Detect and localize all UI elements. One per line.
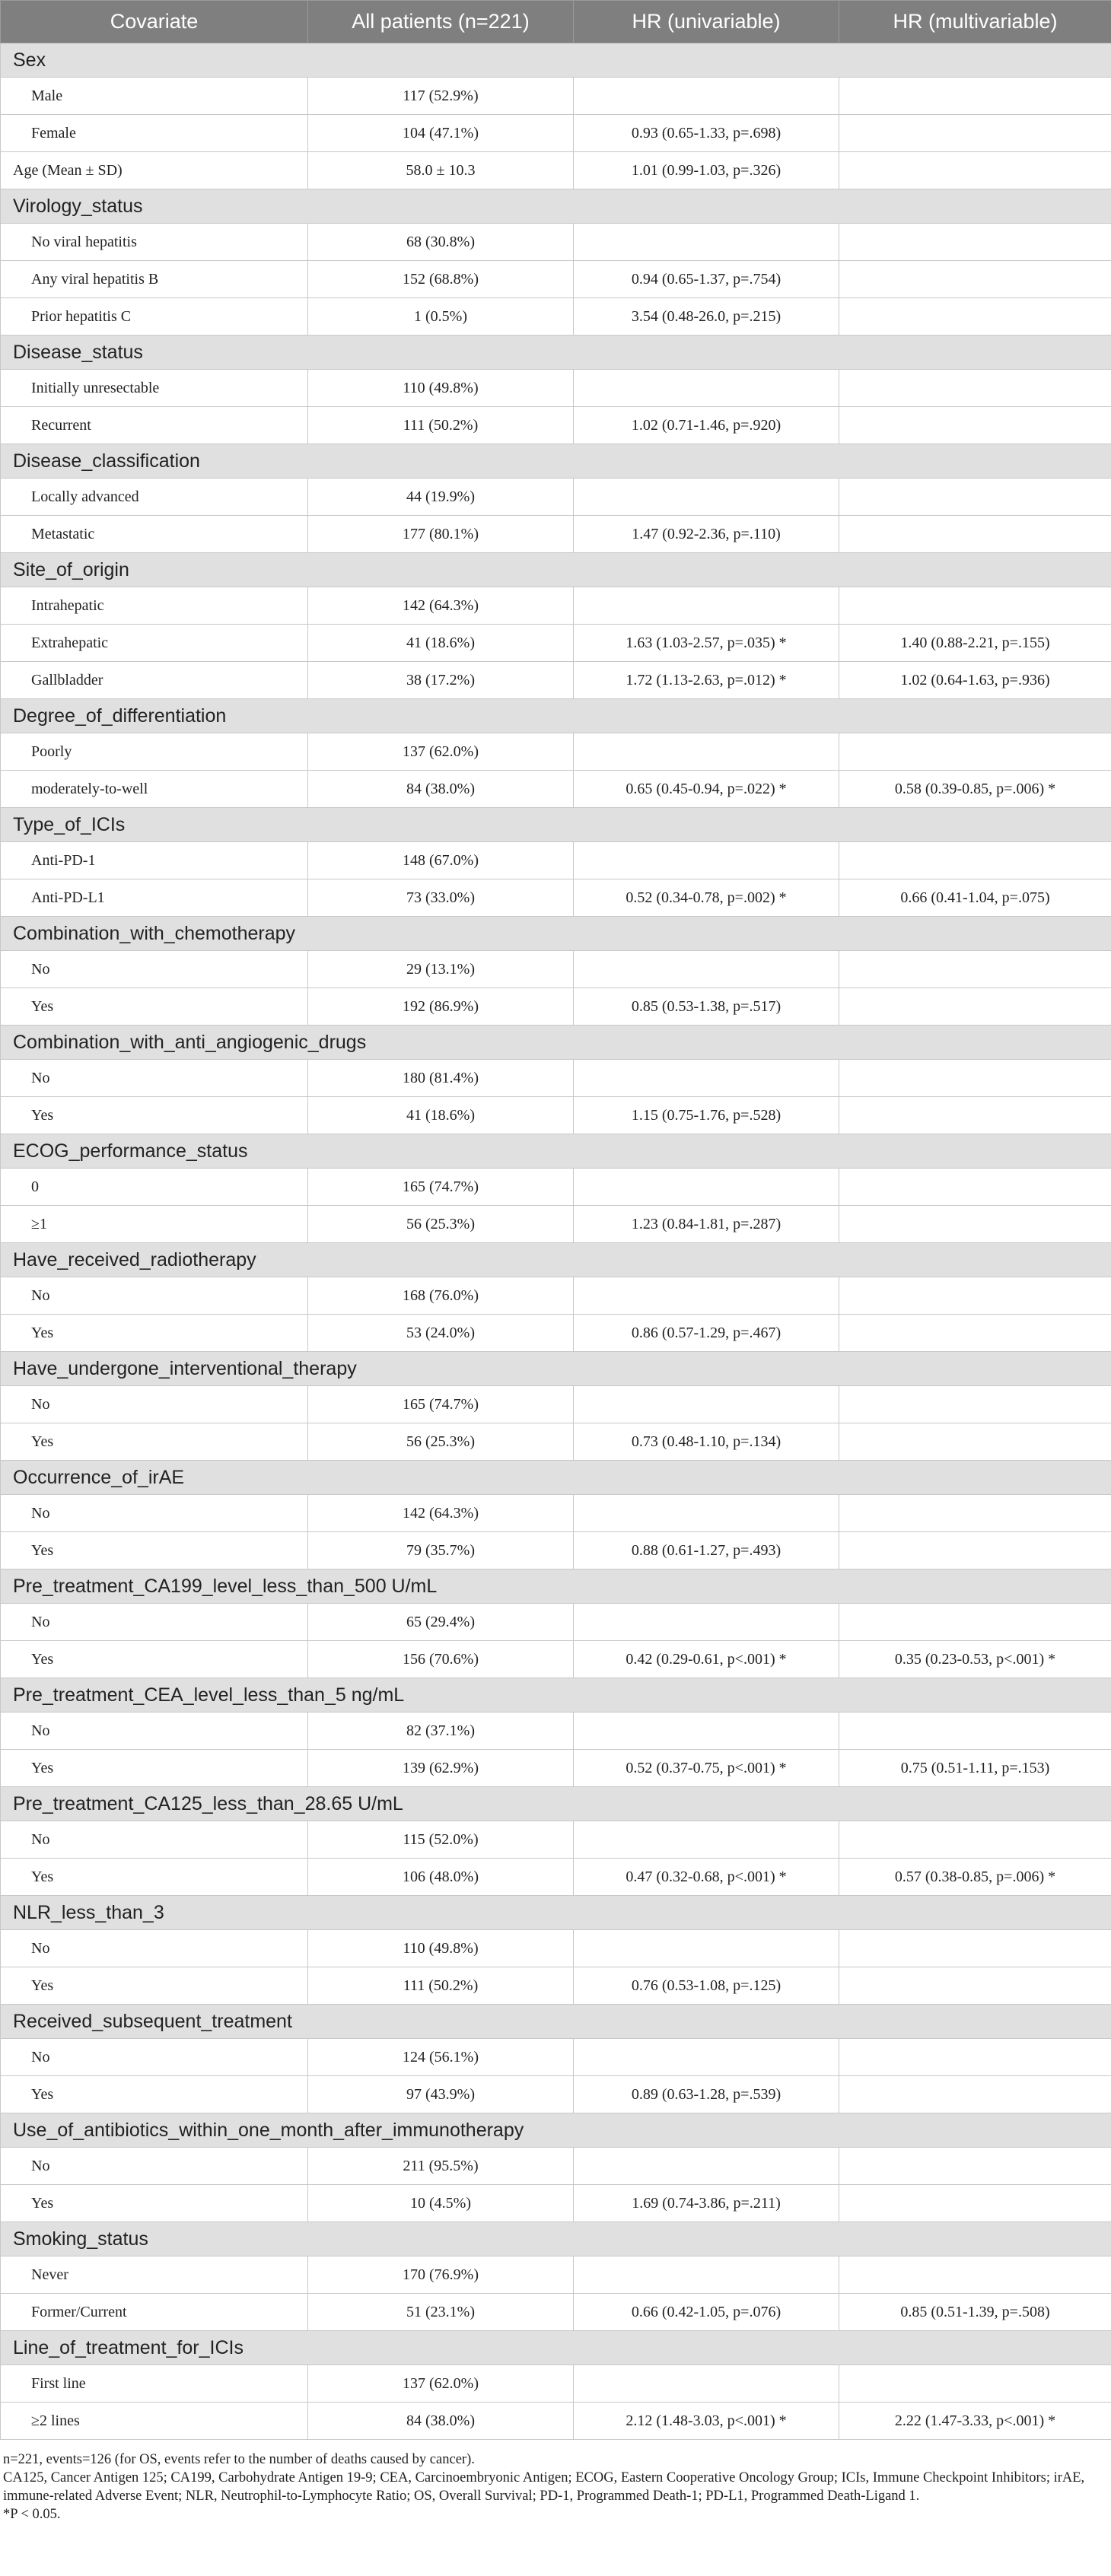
- hr-univariable-cell: 0.86 (0.57-1.29, p=.467): [574, 1315, 839, 1352]
- group-label: Type_of_ICIs: [1, 808, 1111, 842]
- all-patients-cell: 73 (33.0%): [308, 879, 574, 917]
- group-header-row: [1, 336, 1111, 370]
- all-patients-cell: 84 (38.0%): [308, 2403, 574, 2440]
- hr-multivariable-cell: [839, 1930, 1111, 1967]
- hr-univariable-cell: 1.63 (1.03-2.57, p=.035) *: [574, 625, 839, 662]
- all-patients-cell: 165 (74.7%): [308, 1386, 574, 1423]
- covariate-cell: Recurrent: [1, 407, 308, 444]
- footnote-line: n=221, events=126 (for OS, events refer to the number of deaths caused by cancer).: [3, 2452, 475, 2467]
- hr-multivariable-cell: [839, 2185, 1111, 2222]
- group-header-row: [1, 43, 1111, 78]
- hr-multivariable-cell: [839, 842, 1111, 879]
- table-row: [1, 2185, 1111, 2222]
- hr-multivariable-cell: 0.57 (0.38-0.85, p=.006) *: [839, 1859, 1111, 1896]
- table-header-row: [1, 1, 1111, 43]
- group-label: Disease_classification: [1, 444, 1111, 479]
- covariate-cell: Age (Mean ± SD): [1, 152, 308, 189]
- table-row: [1, 2148, 1111, 2185]
- all-patients-cell: 211 (95.5%): [308, 2148, 574, 2185]
- hr-multivariable-cell: [839, 370, 1111, 407]
- all-patients-cell: 139 (62.9%): [308, 1750, 574, 1787]
- table-row: [1, 2403, 1111, 2440]
- hr-multivariable-cell: 2.22 (1.47-3.33, p<.001) *: [839, 2403, 1111, 2440]
- hr-multivariable-cell: 0.75 (0.51-1.11, p=.153): [839, 1750, 1111, 1787]
- group-label: ECOG_performance_status: [1, 1134, 1111, 1169]
- header-hr-multivariable: HR (multivariable): [839, 1, 1111, 43]
- table-row: [1, 152, 1111, 189]
- group-header-row: [1, 1461, 1111, 1495]
- covariate-cell: Yes: [1, 1641, 308, 1678]
- group-header-row: [1, 1134, 1111, 1169]
- hr-univariable-cell: [574, 1821, 839, 1859]
- footnote-line: *P < 0.05.: [3, 2507, 61, 2522]
- all-patients-cell: 142 (64.3%): [308, 1495, 574, 1532]
- hr-univariable-cell: 0.93 (0.65-1.33, p=.698): [574, 115, 839, 152]
- covariate-cell: No: [1, 2148, 308, 2185]
- header-covariate: Covariate: [1, 1, 308, 43]
- hr-multivariable-cell: [839, 733, 1111, 771]
- hr-multivariable-cell: [839, 78, 1111, 115]
- group-header-row: [1, 808, 1111, 842]
- covariate-cell: First line: [1, 2365, 308, 2403]
- group-label: Combination_with_anti_angiogenic_drugs: [1, 1026, 1111, 1060]
- table-row: [1, 1532, 1111, 1569]
- table-row: [1, 224, 1111, 261]
- hr-univariable-cell: [574, 370, 839, 407]
- hr-univariable-cell: 0.89 (0.63-1.28, p=.539): [574, 2076, 839, 2113]
- group-label: Disease_status: [1, 336, 1111, 370]
- hr-univariable-cell: [574, 2365, 839, 2403]
- hr-univariable-cell: 0.73 (0.48-1.10, p=.134): [574, 1423, 839, 1461]
- footnote-line: CA125, Cancer Antigen 125; CA199, Carbohydrate Antigen 19-9; CEA, Carcinoembryonic Antigen; ECOG, Eastern Cooperative Oncology Group; ICIs, Immune Checkpoint Inhibitors; irAE, immune-related Adverse Event; NLR, Neutrophil-to-Lymphocyte Ratio; OS, Overall Survival; PD-1, Programmed Death-1; PD-L1, Programmed Death-Ligand 1.: [3, 2470, 1085, 2504]
- group-label: Site_of_origin: [1, 553, 1111, 587]
- group-label: Virology_status: [1, 189, 1111, 224]
- group-header-row: [1, 1569, 1111, 1604]
- table-row: [1, 587, 1111, 625]
- all-patients-cell: 180 (81.4%): [308, 1060, 574, 1097]
- all-patients-cell: 1 (0.5%): [308, 298, 574, 336]
- hr-univariable-cell: [574, 78, 839, 115]
- group-header-row: [1, 2331, 1111, 2365]
- group-header-row: [1, 1787, 1111, 1821]
- hr-univariable-cell: 0.52 (0.37-0.75, p<.001) *: [574, 1750, 839, 1787]
- all-patients-cell: 115 (52.0%): [308, 1821, 574, 1859]
- all-patients-cell: 148 (67.0%): [308, 842, 574, 879]
- hr-multivariable-cell: [839, 1967, 1111, 2005]
- covariate-cell: ≥1: [1, 1206, 308, 1243]
- all-patients-cell: 58.0 ± 10.3: [308, 152, 574, 189]
- hr-multivariable-cell: [839, 407, 1111, 444]
- covariate-cell: Yes: [1, 1532, 308, 1569]
- covariate-cell: Intrahepatic: [1, 587, 308, 625]
- group-label: Received_subsequent_treatment: [1, 2005, 1111, 2039]
- group-header-row: [1, 2005, 1111, 2039]
- table-row: [1, 370, 1111, 407]
- all-patients-cell: 192 (86.9%): [308, 988, 574, 1026]
- hr-univariable-cell: 1.02 (0.71-1.46, p=.920): [574, 407, 839, 444]
- hr-univariable-cell: 0.47 (0.32-0.68, p<.001) *: [574, 1859, 839, 1896]
- all-patients-cell: 137 (62.0%): [308, 2365, 574, 2403]
- hr-univariable-cell: 0.52 (0.34-0.78, p=.002) *: [574, 879, 839, 917]
- table-row: [1, 1821, 1111, 1859]
- group-header-row: [1, 2222, 1111, 2256]
- all-patients-cell: 111 (50.2%): [308, 1967, 574, 2005]
- table-row: [1, 1097, 1111, 1134]
- hr-multivariable-cell: [839, 988, 1111, 1026]
- hr-univariable-cell: [574, 1060, 839, 1097]
- all-patients-cell: 168 (76.0%): [308, 1277, 574, 1315]
- hr-univariable-cell: [574, 1713, 839, 1750]
- covariate-cell: Yes: [1, 1315, 308, 1352]
- covariate-cell: Male: [1, 78, 308, 115]
- all-patients-cell: 156 (70.6%): [308, 1641, 574, 1678]
- all-patients-cell: 84 (38.0%): [308, 771, 574, 808]
- group-label: Use_of_antibiotics_within_one_month_after_immunotherapy: [1, 2113, 1111, 2148]
- all-patients-cell: 124 (56.1%): [308, 2039, 574, 2076]
- table-row: [1, 78, 1111, 115]
- group-label: Line_of_treatment_for_ICIs: [1, 2331, 1111, 2365]
- hr-multivariable-cell: [839, 1386, 1111, 1423]
- all-patients-cell: 10 (4.5%): [308, 2185, 574, 2222]
- hr-multivariable-cell: 0.58 (0.39-0.85, p=.006) *: [839, 771, 1111, 808]
- hr-multivariable-cell: [839, 1097, 1111, 1134]
- all-patients-cell: 165 (74.7%): [308, 1169, 574, 1206]
- covariate-cell: Former/Current: [1, 2294, 308, 2331]
- hr-multivariable-cell: 1.02 (0.64-1.63, p=.936): [839, 662, 1111, 699]
- group-label: Occurrence_of_irAE: [1, 1461, 1111, 1495]
- covariate-cell: No: [1, 2039, 308, 2076]
- hr-multivariable-cell: [839, 1277, 1111, 1315]
- hr-multivariable-cell: [839, 587, 1111, 625]
- hr-multivariable-cell: 0.85 (0.51-1.39, p=.508): [839, 2294, 1111, 2331]
- hr-multivariable-cell: [839, 224, 1111, 261]
- hr-univariable-cell: 1.69 (0.74-3.86, p=.211): [574, 2185, 839, 2222]
- covariate-cell: Prior hepatitis C: [1, 298, 308, 336]
- hr-univariable-cell: 0.94 (0.65-1.37, p=.754): [574, 261, 839, 298]
- group-label: Pre_treatment_CA199_level_less_than_500 U/mL: [1, 1569, 1111, 1604]
- group-label: Pre_treatment_CA125_less_than_28.65 U/mL: [1, 1787, 1111, 1821]
- table-row: [1, 1315, 1111, 1352]
- hr-univariable-cell: 0.66 (0.42-1.05, p=.076): [574, 2294, 839, 2331]
- hr-multivariable-cell: [839, 1821, 1111, 1859]
- covariate-cell: Yes: [1, 1423, 308, 1461]
- table-row: [1, 2076, 1111, 2113]
- hr-univariable-cell: 0.85 (0.53-1.38, p=.517): [574, 988, 839, 1026]
- covariate-cell: Gallbladder: [1, 662, 308, 699]
- group-label: Pre_treatment_CEA_level_less_than_5 ng/mL: [1, 1678, 1111, 1713]
- group-label: Degree_of_differentiation: [1, 699, 1111, 733]
- table-row: [1, 771, 1111, 808]
- group-label: Have_undergone_interventional_therapy: [1, 1352, 1111, 1386]
- table-row: [1, 879, 1111, 917]
- covariate-cell: Yes: [1, 2185, 308, 2222]
- hr-univariable-cell: [574, 1169, 839, 1206]
- all-patients-cell: 51 (23.1%): [308, 2294, 574, 2331]
- hr-univariable-cell: 0.65 (0.45-0.94, p=.022) *: [574, 771, 839, 808]
- table-row: [1, 2039, 1111, 2076]
- group-label: Smoking_status: [1, 2222, 1111, 2256]
- table-row: [1, 1277, 1111, 1315]
- table-row: [1, 1750, 1111, 1787]
- table-row: [1, 298, 1111, 336]
- group-header-row: [1, 1352, 1111, 1386]
- covariate-cell: Yes: [1, 1750, 308, 1787]
- hr-univariable-cell: [574, 842, 839, 879]
- group-label: Combination_with_chemotherapy: [1, 917, 1111, 951]
- group-header-row: [1, 444, 1111, 479]
- table-row: [1, 1423, 1111, 1461]
- covariate-cell: Anti-PD-1: [1, 842, 308, 879]
- table-row: [1, 115, 1111, 152]
- hr-univariable-cell: [574, 1386, 839, 1423]
- covariate-cell: No: [1, 951, 308, 988]
- hr-multivariable-cell: [839, 1060, 1111, 1097]
- covariate-cell: Yes: [1, 988, 308, 1026]
- hr-univariable-cell: 0.88 (0.61-1.27, p=.493): [574, 1532, 839, 1569]
- table-row: [1, 1859, 1111, 1896]
- hr-multivariable-cell: [839, 2148, 1111, 2185]
- hr-multivariable-cell: [839, 1604, 1111, 1641]
- all-patients-cell: 137 (62.0%): [308, 733, 574, 771]
- hr-multivariable-cell: [839, 516, 1111, 553]
- table-row: [1, 1713, 1111, 1750]
- covariate-cell: Initially unresectable: [1, 370, 308, 407]
- hr-multivariable-cell: [839, 951, 1111, 988]
- all-patients-cell: 97 (43.9%): [308, 2076, 574, 2113]
- hr-univariable-cell: 0.42 (0.29-0.61, p<.001) *: [574, 1641, 839, 1678]
- hr-multivariable-cell: [839, 1423, 1111, 1461]
- covariate-cell: Extrahepatic: [1, 625, 308, 662]
- hr-univariable-cell: [574, 2148, 839, 2185]
- group-header-row: [1, 1896, 1111, 1930]
- group-header-row: [1, 699, 1111, 733]
- hr-multivariable-cell: [839, 1532, 1111, 1569]
- all-patients-cell: 44 (19.9%): [308, 479, 574, 516]
- hr-univariable-cell: 2.12 (1.48-3.03, p<.001) *: [574, 2403, 839, 2440]
- covariate-cell: ≥2 lines: [1, 2403, 308, 2440]
- table-row: [1, 2365, 1111, 2403]
- hr-univariable-cell: [574, 2256, 839, 2294]
- hr-multivariable-cell: [839, 298, 1111, 336]
- table-row: [1, 1641, 1111, 1678]
- covariate-cell: Locally advanced: [1, 479, 308, 516]
- hr-univariable-cell: [574, 1930, 839, 1967]
- group-header-row: [1, 1678, 1111, 1713]
- hr-multivariable-cell: [839, 152, 1111, 189]
- covariate-cell: Poorly: [1, 733, 308, 771]
- all-patients-cell: 106 (48.0%): [308, 1859, 574, 1896]
- table-footnotes: [0, 2440, 1111, 2524]
- covariate-cell: No: [1, 1495, 308, 1532]
- hr-multivariable-cell: [839, 1713, 1111, 1750]
- hr-multivariable-cell: [839, 1169, 1111, 1206]
- covariate-cell: Yes: [1, 2076, 308, 2113]
- hr-univariable-cell: 1.72 (1.13-2.63, p=.012) *: [574, 662, 839, 699]
- hr-multivariable-cell: [839, 479, 1111, 516]
- covariate-cell: No: [1, 1060, 308, 1097]
- covariate-cell: Anti-PD-L1: [1, 879, 308, 917]
- all-patients-cell: 111 (50.2%): [308, 407, 574, 444]
- hr-univariable-cell: [574, 479, 839, 516]
- hr-multivariable-cell: [839, 2256, 1111, 2294]
- group-label: NLR_less_than_3: [1, 1896, 1111, 1930]
- covariate-cell: Yes: [1, 1859, 308, 1896]
- all-patients-cell: 56 (25.3%): [308, 1206, 574, 1243]
- hr-multivariable-cell: [839, 2076, 1111, 2113]
- group-header-row: [1, 553, 1111, 587]
- table-row: [1, 1169, 1111, 1206]
- table-row: [1, 1386, 1111, 1423]
- hr-univariable-cell: [574, 1277, 839, 1315]
- table-row: [1, 988, 1111, 1026]
- group-header-row: [1, 1026, 1111, 1060]
- hr-univariable-cell: [574, 733, 839, 771]
- covariate-cell: Yes: [1, 1967, 308, 2005]
- group-label: Have_received_radiotherapy: [1, 1243, 1111, 1277]
- table-row: [1, 625, 1111, 662]
- table-row: [1, 1604, 1111, 1641]
- all-patients-cell: 117 (52.9%): [308, 78, 574, 115]
- covariate-cell: No: [1, 1386, 308, 1423]
- table-row: [1, 1495, 1111, 1532]
- covariate-cell: No viral hepatitis: [1, 224, 308, 261]
- hr-univariable-cell: 1.01 (0.99-1.03, p=.326): [574, 152, 839, 189]
- all-patients-cell: 104 (47.1%): [308, 115, 574, 152]
- all-patients-cell: 79 (35.7%): [308, 1532, 574, 1569]
- group-header-row: [1, 2113, 1111, 2148]
- group-label: Sex: [1, 43, 1111, 78]
- all-patients-cell: 170 (76.9%): [308, 2256, 574, 2294]
- all-patients-cell: 68 (30.8%): [308, 224, 574, 261]
- hr-univariable-cell: [574, 224, 839, 261]
- all-patients-cell: 53 (24.0%): [308, 1315, 574, 1352]
- hr-multivariable-cell: 0.66 (0.41-1.04, p=.075): [839, 879, 1111, 917]
- table-row: [1, 733, 1111, 771]
- covariate-cell: Never: [1, 2256, 308, 2294]
- covariate-cell: No: [1, 1277, 308, 1315]
- hr-univariable-cell: [574, 1604, 839, 1641]
- table-row: [1, 2256, 1111, 2294]
- hr-multivariable-cell: [839, 2039, 1111, 2076]
- hr-univariable-cell: 0.76 (0.53-1.08, p=.125): [574, 1967, 839, 2005]
- table-row: [1, 842, 1111, 879]
- covariate-cell: Yes: [1, 1097, 308, 1134]
- hr-univariable-cell: 1.15 (0.75-1.76, p=.528): [574, 1097, 839, 1134]
- hr-multivariable-cell: [839, 1206, 1111, 1243]
- table-row: [1, 1967, 1111, 2005]
- table-row: [1, 407, 1111, 444]
- all-patients-cell: 82 (37.1%): [308, 1713, 574, 1750]
- covariate-cell: Female: [1, 115, 308, 152]
- all-patients-cell: 152 (68.8%): [308, 261, 574, 298]
- table-row: [1, 1930, 1111, 1967]
- header-hr-univariable: HR (univariable): [574, 1, 839, 43]
- hr-univariable-cell: [574, 1495, 839, 1532]
- table-row: [1, 516, 1111, 553]
- hr-univariable-cell: [574, 951, 839, 988]
- covariate-cell: No: [1, 1713, 308, 1750]
- table-row: [1, 662, 1111, 699]
- header-all-patients: All patients (n=221): [308, 1, 574, 43]
- all-patients-cell: 177 (80.1%): [308, 516, 574, 553]
- all-patients-cell: 56 (25.3%): [308, 1423, 574, 1461]
- all-patients-cell: 65 (29.4%): [308, 1604, 574, 1641]
- covariate-cell: No: [1, 1604, 308, 1641]
- table-row: [1, 1060, 1111, 1097]
- group-header-row: [1, 189, 1111, 224]
- covariate-cell: Metastatic: [1, 516, 308, 553]
- table-row: [1, 479, 1111, 516]
- covariate-cell: No: [1, 1821, 308, 1859]
- hr-multivariable-cell: [839, 1315, 1111, 1352]
- covariate-cell: No: [1, 1930, 308, 1967]
- all-patients-cell: 29 (13.1%): [308, 951, 574, 988]
- hr-multivariable-cell: [839, 1495, 1111, 1532]
- hr-univariable-cell: 1.23 (0.84-1.81, p=.287): [574, 1206, 839, 1243]
- table-row: [1, 951, 1111, 988]
- group-header-row: [1, 917, 1111, 951]
- all-patients-cell: 110 (49.8%): [308, 1930, 574, 1967]
- hr-multivariable-cell: [839, 115, 1111, 152]
- hr-univariable-cell: [574, 587, 839, 625]
- all-patients-cell: 110 (49.8%): [308, 370, 574, 407]
- hr-multivariable-cell: [839, 261, 1111, 298]
- hr-univariable-cell: 1.47 (0.92-2.36, p=.110): [574, 516, 839, 553]
- table-row: [1, 2294, 1111, 2331]
- all-patients-cell: 38 (17.2%): [308, 662, 574, 699]
- table-body: [1, 43, 1111, 2440]
- all-patients-cell: 142 (64.3%): [308, 587, 574, 625]
- group-header-row: [1, 1243, 1111, 1277]
- all-patients-cell: 41 (18.6%): [308, 625, 574, 662]
- hr-multivariable-cell: [839, 2365, 1111, 2403]
- table-row: [1, 261, 1111, 298]
- covariate-cell: Any viral hepatitis B: [1, 261, 308, 298]
- hr-multivariable-cell: 0.35 (0.23-0.53, p<.001) *: [839, 1641, 1111, 1678]
- table-row: [1, 1206, 1111, 1243]
- hr-univariable-cell: [574, 2039, 839, 2076]
- covariate-cell: 0: [1, 1169, 308, 1206]
- hr-multivariable-cell: 1.40 (0.88-2.21, p=.155): [839, 625, 1111, 662]
- all-patients-cell: 41 (18.6%): [308, 1097, 574, 1134]
- covariate-cell: moderately-to-well: [1, 771, 308, 808]
- hr-univariable-cell: 3.54 (0.48-26.0, p=.215): [574, 298, 839, 336]
